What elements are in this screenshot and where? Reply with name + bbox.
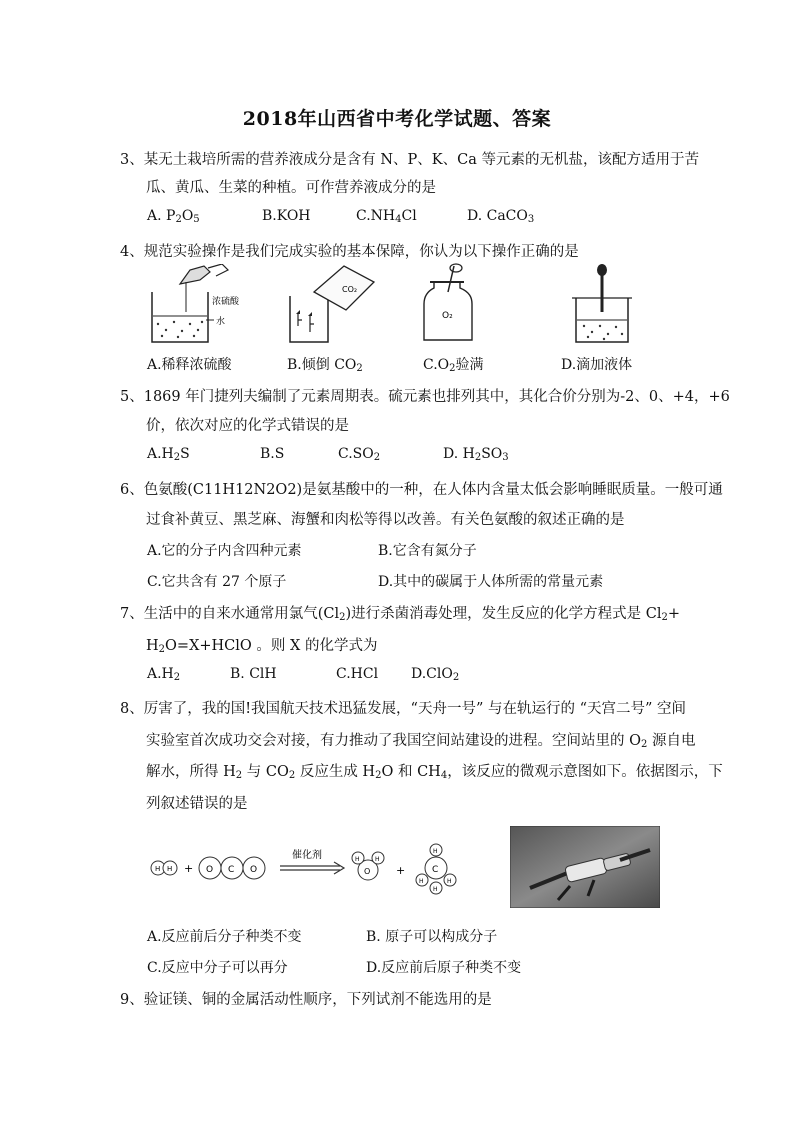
- q3-stem-line1: 3、某无土栽培所需的营养液成分是含有 N、P、K、Ca 等元素的无机盐，该配方适用于苦: [120, 152, 699, 168]
- dilute-acid-figure: [146, 264, 258, 346]
- catalyst-label: 催化剂: [292, 850, 322, 861]
- h2-molecule: [151, 861, 177, 875]
- q6-option-b: B.它含有氮分子: [378, 543, 477, 559]
- img1-label-water: 水: [216, 317, 226, 327]
- q6-option-a: A.它的分子内含四种元素: [147, 543, 302, 559]
- q8-stem-line3: 解水，所得 $H_2$ 与 $CO_2$ 反应生成 $H_2O$ 和 $CH_4$，该反应的微观示意图如下。依据图示，下: [146, 764, 723, 781]
- img1-label-acid: 浓硫酸: [212, 297, 240, 307]
- q7-stem-line1: 7、生活中的自来水通常用氯气$(Cl_2)$进行杀菌消毒处理，发生反应的化学方程式是 $Cl_2+$: [120, 606, 681, 623]
- img2-label-co2: CO₂: [342, 285, 358, 294]
- q4-option-b: B.倾倒 $CO_2$: [287, 357, 363, 374]
- q7-stem-line2: $H_2O=X+HClO$ 。则 X 的化学式为: [146, 638, 378, 655]
- img3-label-o2: O₂: [442, 311, 453, 321]
- q3-option-a: A. $P_2O_5$: [147, 208, 200, 225]
- q5-option-d: D. $H_2SO_3$: [443, 446, 509, 463]
- reaction-diagram: [146, 836, 476, 900]
- q5-option-a: $A.H_2S$: [147, 446, 190, 463]
- q3-option-d: D. CaCO$_3$: [467, 208, 535, 225]
- svg-text:H: H: [155, 865, 161, 873]
- q6-stem-line1: 6、色氨酸(C11H12N2O2)是氨基酸中的一种，在人体内含量太低会影响睡眠质量。一般可通: [120, 482, 723, 498]
- svg-text:H: H: [355, 856, 360, 863]
- svg-text:H: H: [447, 878, 452, 885]
- drop-liquid-figure: [570, 264, 640, 346]
- svg-text:C: C: [228, 865, 235, 875]
- q6-option-d: D.其中的碳属于人体所需的常量元素: [378, 574, 604, 590]
- q5-option-c: $C.SO_2$: [338, 446, 381, 463]
- q8-stem-line1: 8、厉害了，我的国!我国航天技术迅猛发展，“天舟一号” 与在轨运行的 “天宫二号” 空间: [120, 701, 687, 717]
- q8-option-b: B. 原子可以构成分子: [366, 929, 498, 945]
- svg-text:H: H: [433, 848, 438, 855]
- q3-option-c: $C.NH_4Cl$: [356, 208, 417, 225]
- q5-option-b: B.S: [260, 446, 285, 462]
- svg-text:O: O: [250, 865, 258, 875]
- svg-text:H: H: [375, 856, 380, 863]
- ch4-molecule: [416, 844, 456, 894]
- svg-text:H: H: [433, 886, 438, 893]
- page-title: 2018年山西省中考化学试题、答案: [242, 108, 552, 130]
- q4-option-d: D.滴加液体: [561, 357, 633, 373]
- h2o-molecule: [352, 852, 384, 880]
- svg-text:O: O: [364, 867, 371, 876]
- q8-option-c: C.反应中分子可以再分: [147, 960, 288, 976]
- q9-stem-line1: 9、验证镁、铜的金属活动性顺序，下列试剂不能选用的是: [120, 992, 492, 1008]
- co2-molecule: [199, 857, 265, 879]
- plus-sign-1: +: [184, 862, 194, 875]
- q7-option-b: B. ClH: [230, 666, 277, 682]
- q4-option-a: A.稀释浓硫酸: [147, 357, 232, 373]
- q8-stem-line2: 实验室首次成功交会对接，有力推动了我国空间站建设的进程。空间站里的 $O_2$ 源自电: [146, 733, 696, 750]
- svg-text:C: C: [432, 865, 439, 875]
- space-docking-photo: [510, 826, 660, 908]
- svg-text:H: H: [419, 878, 424, 885]
- pour-co2-figure: [284, 262, 388, 346]
- q3-stem-line2: 瓜、黄瓜、生菜的种植。可作营养液成分的是: [146, 180, 436, 196]
- q4-stem-line1: 4、规范实验操作是我们完成实验的基本保障，你认为以下操作正确的是: [120, 244, 579, 260]
- q7-option-d: D.ClO$_2$: [411, 666, 460, 683]
- o2-test-figure: [420, 262, 480, 346]
- svg-text:H: H: [167, 865, 173, 873]
- q3-option-b: B.KOH: [262, 208, 311, 224]
- svg-text:O: O: [206, 865, 214, 875]
- q6-option-c: C.它共含有 27 个原子: [147, 574, 287, 590]
- q5-stem-line1: 5、1869 年门捷列夫编制了元素周期表。硫元素也排列其中，其化合价分别为-2、0、+4，+6: [120, 389, 730, 405]
- q5-stem-line2: 价，依次对应的化学式错误的是: [146, 418, 349, 434]
- q7-option-c: C.HCl: [336, 666, 379, 682]
- plus-sign-2: +: [396, 864, 406, 877]
- q8-option-a: A.反应前后分子种类不变: [147, 929, 302, 945]
- q6-stem-line2: 过食补黄豆、黑芝麻、海蟹和肉松等得以改善。有关色氨酸的叙述正确的是: [146, 512, 625, 528]
- q8-option-d: D.反应前后原子种类不变: [366, 960, 522, 976]
- q7-option-a: $A.H_2$: [147, 666, 181, 683]
- q4-option-c: $C.O_2$验满: [423, 357, 484, 374]
- q8-stem-line4: 列叙述错误的是: [146, 796, 248, 812]
